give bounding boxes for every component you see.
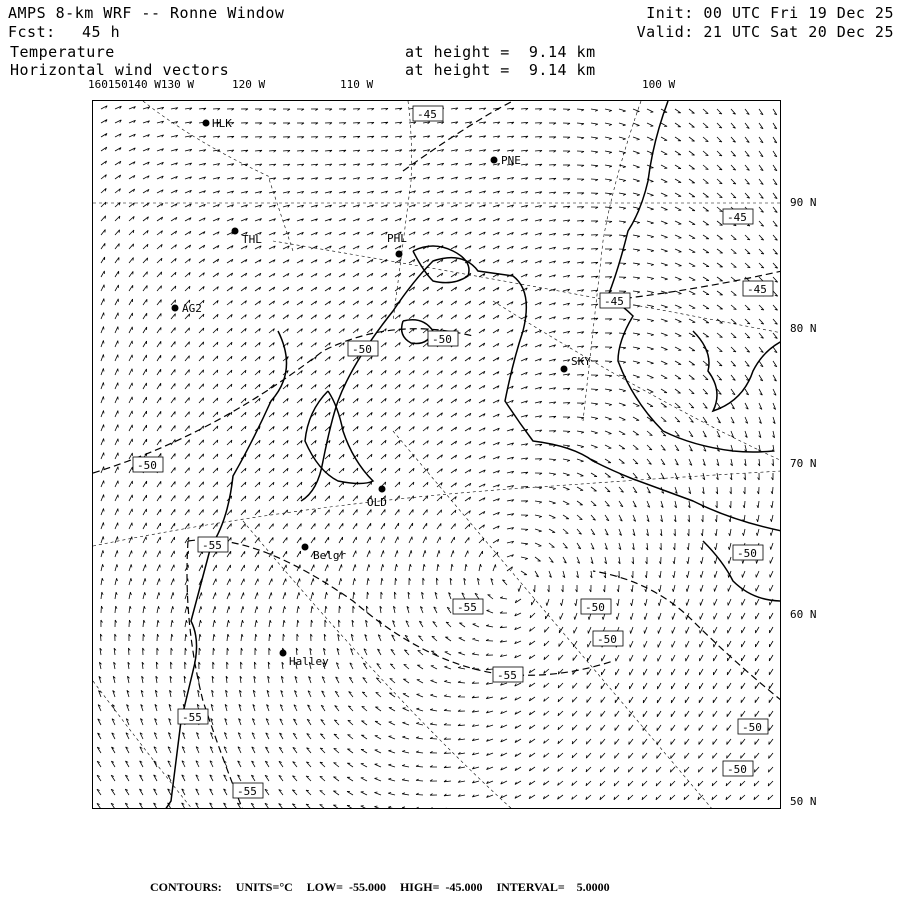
forecast-label: Fcst: <box>8 23 56 41</box>
height-label-2: at height = 9.14 km <box>405 61 596 79</box>
field-wind-vectors: Horizontal wind vectors <box>10 61 230 79</box>
temperature-contours <box>93 101 781 809</box>
station-old-label: OLD <box>367 496 387 509</box>
coastline-peninsula <box>608 101 773 452</box>
forecast-hours: 45 h <box>82 23 121 41</box>
lat-label: 50 N <box>790 795 817 808</box>
contour-value-label <box>723 761 753 776</box>
svg-text:-50: -50 <box>597 633 617 646</box>
svg-text:-45: -45 <box>417 108 437 121</box>
init-time: Init: 00 UTC Fri 19 Dec 25 <box>646 4 894 22</box>
lat-label: 70 N <box>790 457 817 470</box>
station-hlk-label: HLK <box>212 117 232 130</box>
coastline-peninsula-east <box>693 331 781 411</box>
svg-text:-50: -50 <box>137 459 157 472</box>
footer-low: LOW= -55.000 <box>306 880 386 894</box>
svg-text:-55: -55 <box>202 539 222 552</box>
station-ag2-label: AG2 <box>182 302 202 315</box>
lat-label: 80 N <box>790 322 817 335</box>
lon-label: 160150140 W130 W <box>88 78 194 91</box>
station-belgr-marker <box>302 544 309 551</box>
contour-value-label <box>233 783 263 798</box>
contour-minus55 <box>188 540 613 676</box>
station-thl-marker <box>232 228 239 235</box>
meridian-100w <box>583 101 641 421</box>
svg-text:-50: -50 <box>742 721 762 734</box>
contour-value-label <box>348 341 378 356</box>
svg-text:-50: -50 <box>727 763 747 776</box>
contour-value-label <box>413 106 443 121</box>
lat-label: 60 N <box>790 608 817 621</box>
contour-value-label <box>453 599 483 614</box>
contour-value-label <box>600 293 630 308</box>
svg-text:-45: -45 <box>604 295 624 308</box>
station-sky-label: SKY <box>571 355 591 368</box>
contour-value-label <box>593 631 623 646</box>
contour-value-label <box>133 457 163 472</box>
lon-label: 120 W <box>232 78 266 91</box>
contour-value-label <box>733 545 763 560</box>
svg-text:-45: -45 <box>727 211 747 224</box>
lon-label: 100 W <box>642 78 676 91</box>
station-thl-label: THL <box>242 233 262 246</box>
station-phl-marker <box>396 251 403 258</box>
station-pne-label: PNE <box>501 154 521 167</box>
meridian-d <box>493 301 781 461</box>
svg-text:-50: -50 <box>737 547 757 560</box>
svg-text:-55: -55 <box>497 669 517 682</box>
footer-units: UNITS=°C <box>235 880 293 894</box>
contour-value-label <box>581 599 611 614</box>
station-sky-marker <box>561 366 568 373</box>
svg-text:-50: -50 <box>432 333 452 346</box>
coastline-ross <box>301 258 781 531</box>
contour-value-label <box>178 709 208 724</box>
station-hlk-marker <box>203 120 210 127</box>
coastline-ice-shelf <box>413 246 469 283</box>
contour-value-label <box>743 281 773 296</box>
station-ag2-marker <box>172 305 179 312</box>
wind-vector-field <box>97 106 778 809</box>
svg-text:-55: -55 <box>457 601 477 614</box>
wind-vectors <box>97 106 778 809</box>
height-label-1: at height = 9.14 km <box>405 43 596 61</box>
contour-value-label <box>738 719 768 734</box>
contour-legend <box>150 880 624 895</box>
svg-text:-55: -55 <box>237 785 257 798</box>
station-pne-marker <box>491 157 498 164</box>
footer-contours: CONTOURS: <box>150 880 222 894</box>
svg-text:-45: -45 <box>747 283 767 296</box>
coastline-inner-loop <box>305 391 373 484</box>
contour-value-label <box>723 209 753 224</box>
station-phl-label: PHL <box>387 232 407 245</box>
field-temperature: Temperature <box>10 43 115 61</box>
station-halley-marker <box>280 650 287 657</box>
lon-label: 110 W <box>340 78 374 91</box>
contour-minus50-a <box>93 329 473 473</box>
station-old-marker <box>379 486 386 493</box>
map-panel[interactable] <box>92 100 781 809</box>
footer-interval: INTERVAL= 5.0000 <box>496 880 610 894</box>
svg-text:-50: -50 <box>352 343 372 356</box>
map-title: AMPS 8-km WRF -- Ronne Window <box>8 4 285 22</box>
footer-high: HIGH= -45.000 <box>399 880 483 894</box>
graticule <box>93 101 781 809</box>
station-halley-label: Halley <box>289 655 329 668</box>
contour-value-label <box>493 667 523 682</box>
svg-text:-50: -50 <box>585 601 605 614</box>
coastline <box>165 101 781 809</box>
parallel-70n <box>93 471 781 546</box>
valid-time: Valid: 21 UTC Sat 20 Dec 25 <box>636 23 894 41</box>
contour-value-label <box>428 331 458 346</box>
station-belgr-label: Belgr <box>313 549 347 562</box>
lat-label: 90 N <box>790 196 817 209</box>
contour-value-label <box>198 537 228 552</box>
svg-text:-55: -55 <box>182 711 202 724</box>
